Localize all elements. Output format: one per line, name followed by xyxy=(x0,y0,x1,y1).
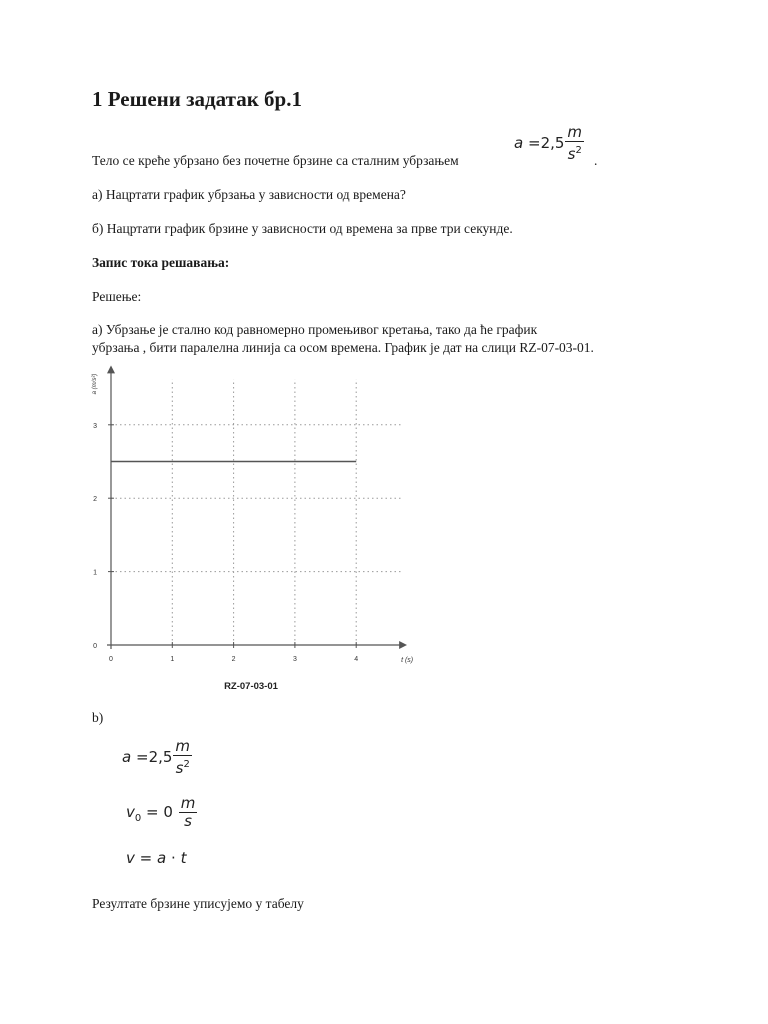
solution-heading: Запис тока решавања: xyxy=(92,255,230,270)
eq1-unit-numerator: m xyxy=(175,737,191,755)
eq1-equals: = xyxy=(135,748,149,766)
solution-label: Решење: xyxy=(92,289,142,304)
unit-numerator: m xyxy=(567,123,583,141)
formula-symbol: a xyxy=(514,134,524,152)
eq1-symbol: a xyxy=(122,748,132,766)
unit-denominator xyxy=(565,142,584,163)
eq2-unit xyxy=(179,795,198,830)
x-tick-label-0: 0 xyxy=(109,656,113,663)
answer-a-line-2: убрзања , бити паралелна линија са осом времена. График је дат на слици RZ-07-03-01. xyxy=(92,340,594,355)
intro-sentence: Тело се креће убрзано без почетне брзине са сталним убрзањем xyxy=(92,153,459,168)
x-tick-label-1: 1 xyxy=(170,656,175,663)
acceleration-chart xyxy=(84,364,414,700)
eq3-acceleration: a xyxy=(157,849,167,867)
equation-acceleration xyxy=(122,738,192,777)
eq3-multiply: · xyxy=(171,849,176,867)
eq3-time: t xyxy=(180,849,187,867)
question-a: а) Нацртати график убрзања у зависности од времена? xyxy=(92,187,406,202)
eq3-equals: = xyxy=(139,849,153,867)
answer-a-line-1: а) Убрзање је стално код равномерно промењивог кретања, тако да ће график xyxy=(92,322,538,337)
x-tick-label-3: 3 xyxy=(292,656,297,663)
eq2-unit-denominator: s xyxy=(184,812,192,830)
eq2-subscript: 0 xyxy=(134,813,142,824)
unit-den-exp: 2 xyxy=(575,145,582,156)
table-caption: Резултате брзине уписујемо у табелу xyxy=(92,896,304,911)
eq1-unit-denominator xyxy=(173,756,192,777)
y-tick-label-1: 1 xyxy=(93,569,97,577)
eq3-symbol: v xyxy=(126,849,135,867)
intro-text xyxy=(92,151,459,170)
x-tick-label-4: 4 xyxy=(354,656,359,663)
y-axis-label: a (m/s²) xyxy=(92,373,98,395)
equation-initial-velocity xyxy=(126,795,197,830)
y-tick-label-0: 0 xyxy=(93,643,97,650)
question-b: б) Нацртати график брзине у зависности од времена за прве три секунде. xyxy=(92,221,513,236)
eq2-value: 0 xyxy=(163,803,173,821)
formula-unit xyxy=(565,124,584,163)
chart-title: RZ-07-03-01 xyxy=(224,681,278,692)
page-title: 1 Решени задатак бр.1 xyxy=(92,87,302,111)
eq1-unit-den-base: s xyxy=(175,759,184,777)
formula-equals: = xyxy=(527,134,541,152)
eq2-unit-numerator: m xyxy=(180,794,196,812)
formula-value: 2,5 xyxy=(540,134,565,152)
eq1-unit xyxy=(173,738,192,777)
x-axis-label: t (s) xyxy=(401,657,414,664)
y-tick-label-2: 2 xyxy=(93,496,97,504)
part-b-label: b) xyxy=(92,710,104,725)
x-tick-label-2: 2 xyxy=(231,656,236,663)
acceleration-formula xyxy=(514,124,584,163)
y-tick-label-3: 3 xyxy=(93,422,97,430)
eq2-equals: = xyxy=(146,803,159,821)
equation-velocity xyxy=(126,849,186,867)
intro-period: . xyxy=(594,153,598,168)
eq1-value: 2,5 xyxy=(148,748,173,766)
eq2-symbol: v xyxy=(126,803,135,821)
eq1-unit-den-exp: 2 xyxy=(183,759,190,770)
unit-den-base: s xyxy=(567,145,576,163)
